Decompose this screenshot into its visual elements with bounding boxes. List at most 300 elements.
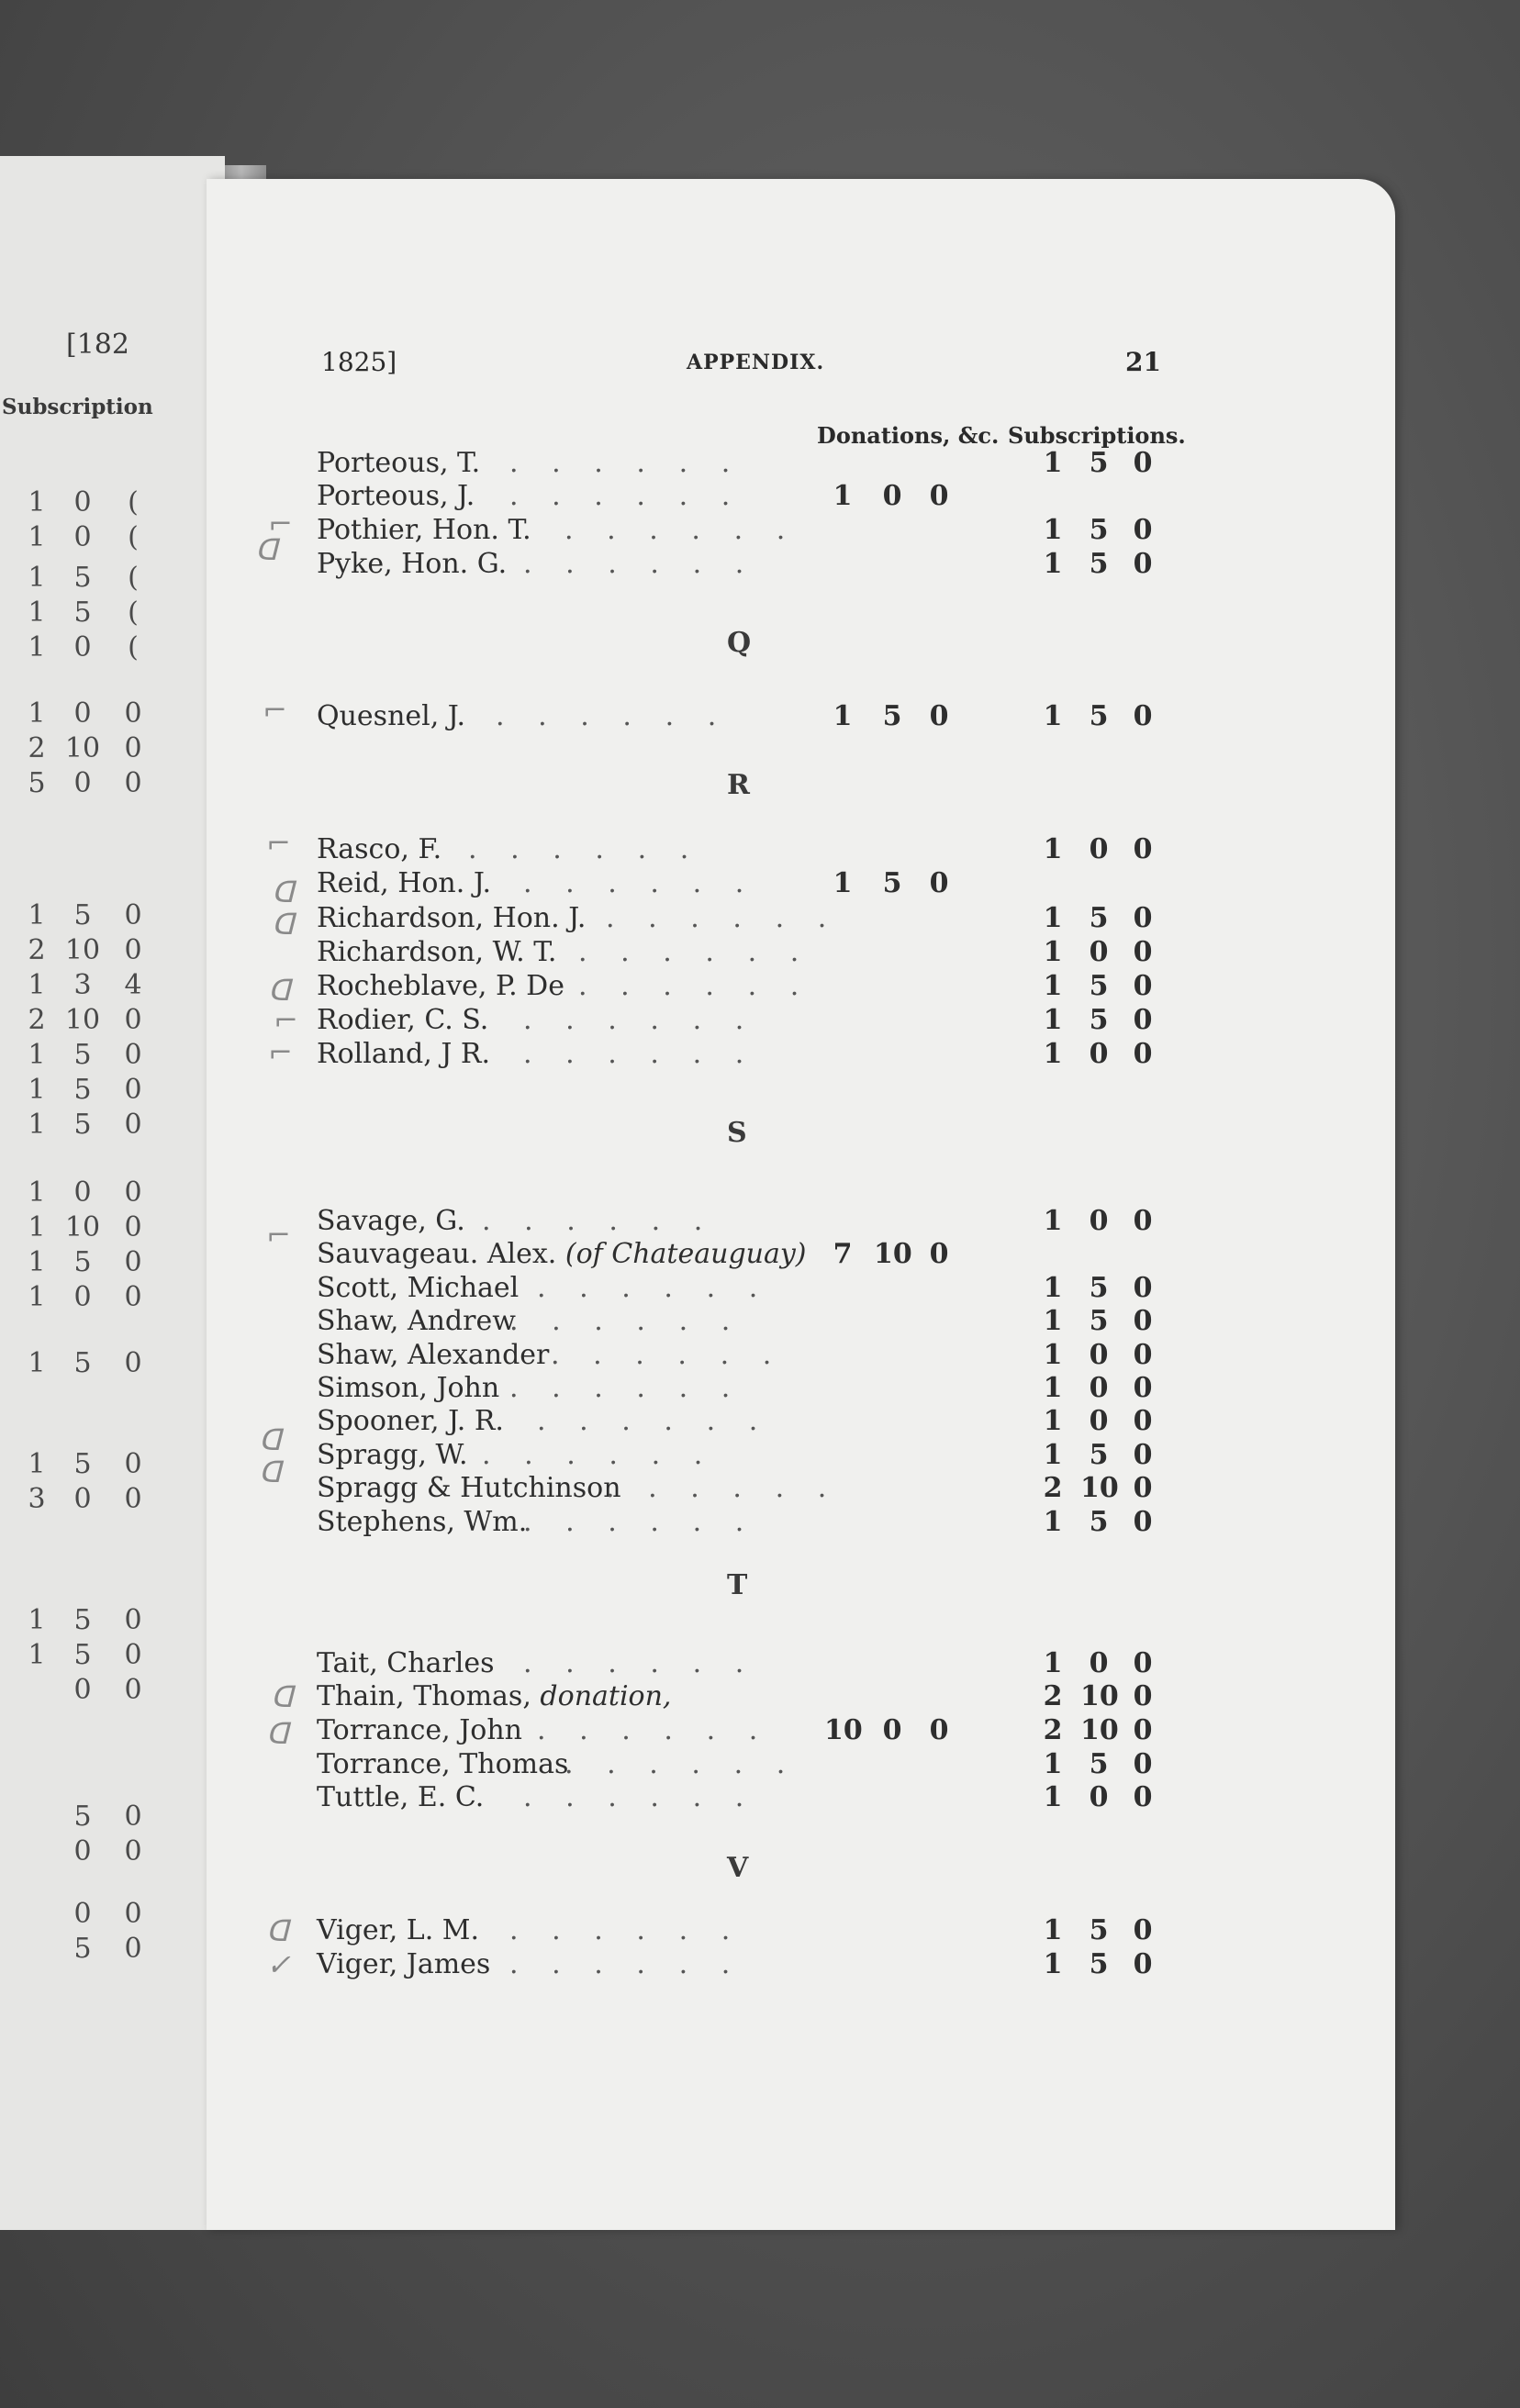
donation-amount: 5: [882, 700, 902, 732]
donation-amount: 0: [882, 1714, 902, 1746]
subscriber-name-text: Tuttle, E. C.: [317, 1781, 485, 1813]
previous-page-amount-row: [0, 1800, 225, 1834]
subscriber-row: [317, 1372, 1161, 1405]
subscriber-name: [317, 1647, 495, 1679]
subscriber-row: [317, 1272, 1161, 1305]
subscriber-row: [317, 1305, 1161, 1338]
previous-page-amount-cell: 1: [28, 486, 46, 518]
subscription-amount: 0: [1089, 1405, 1109, 1437]
previous-page-amount-row: [0, 1109, 225, 1142]
previous-page-amount-cell: 5: [28, 767, 46, 799]
previous-page-amount-row: [0, 969, 225, 1002]
section-letter-q: Q: [727, 627, 752, 659]
subscription-amount: 0: [1089, 1038, 1109, 1070]
previous-page-amount-cell: 0: [124, 1933, 142, 1965]
subscriber-name-text: Shaw, Andrew: [317, 1305, 516, 1337]
leader-dots: . . . . . .: [482, 1205, 705, 1237]
previous-page-amount-row: [0, 899, 225, 932]
previous-page-amount-cell: 0: [73, 1176, 92, 1209]
previous-page-amount-row: [0, 1281, 225, 1314]
previous-page-amount-cell: 1: [28, 1211, 46, 1243]
leader-dots: . . . . . .: [523, 1781, 746, 1813]
subscription-amount: 0: [1089, 1647, 1109, 1679]
previous-page-amount-cell: 0: [124, 1109, 142, 1141]
previous-page-amount-cell: 1: [28, 697, 46, 730]
margin-d-mark: ᗡ: [272, 875, 295, 909]
subscriber-name: [317, 1506, 527, 1538]
subscription-amount: 5: [1089, 902, 1109, 934]
previous-page-amount-cell: 1: [28, 1109, 46, 1141]
donation-amount: 1: [833, 867, 853, 899]
subscription-amount: 0: [1133, 1004, 1153, 1036]
subscriber-name: [317, 1272, 519, 1304]
leader-dots: . . . . . .: [523, 548, 746, 580]
subscriber-row: [317, 1339, 1161, 1372]
subscription-amount: 5: [1089, 970, 1109, 1002]
subscription-amount: 1: [1043, 1439, 1063, 1471]
previous-page-amount-cell: 0: [73, 631, 92, 663]
subscriber-name: [317, 480, 475, 512]
previous-page-amount-cell: 5: [73, 596, 92, 629]
subscription-amount: 1: [1043, 1372, 1063, 1404]
subscription-amount: 0: [1133, 1205, 1153, 1237]
subscriber-name: [317, 1680, 671, 1712]
subscription-amount: 0: [1133, 1914, 1153, 1946]
previous-page-amount-cell: 5: [73, 1448, 92, 1480]
previous-page-amount-cell: (: [128, 521, 139, 553]
subscription-amount: 1: [1043, 1948, 1063, 1980]
subscriber-note: donation,: [540, 1680, 672, 1712]
previous-page-amount-row: [0, 631, 225, 664]
subscriber-name: [317, 970, 564, 1002]
subscription-amount: 5: [1089, 1914, 1109, 1946]
previous-page-amount-cell: 5: [73, 1639, 92, 1671]
subscriber-row: [317, 1914, 1161, 1947]
previous-page-amount-cell: 0: [124, 1448, 142, 1480]
donation-amount: 1: [833, 700, 853, 732]
previous-page-amount-cell: 0: [124, 1004, 142, 1036]
subscriber-name-text: Viger, L. M.: [317, 1914, 480, 1946]
subscriber-name-text: Spragg, W.: [317, 1439, 468, 1471]
subscription-amount: 0: [1133, 1272, 1153, 1304]
subscriber-name-text: Tait, Charles: [317, 1647, 495, 1679]
subscription-amount: 5: [1089, 1004, 1109, 1036]
leader-dots: . . . . . .: [523, 867, 746, 899]
subscriber-name-text: Stephens, Wm.: [317, 1506, 528, 1538]
subscription-amount: 0: [1133, 548, 1153, 580]
previous-page-amount-cell: 5: [73, 1074, 92, 1106]
previous-page-amount-cell: 1: [28, 596, 46, 629]
leader-dots: . . . . . .: [606, 1472, 829, 1504]
subscriber-row: [317, 1948, 1161, 1981]
previous-page-amount-cell: 0: [124, 1211, 142, 1243]
subscriber-name: [317, 902, 586, 934]
subscriber-row: [317, 1748, 1161, 1781]
margin-d-mark: ᗡ: [255, 532, 278, 567]
section-letter-r: R: [727, 769, 750, 801]
subscriber-name: [317, 1439, 468, 1471]
previous-page-amount-row: [0, 1604, 225, 1637]
previous-page-amount-row: [0, 1933, 225, 1966]
leader-dots: . . . . . .: [606, 902, 829, 934]
previous-page-amount-cell: 1: [28, 969, 46, 1001]
subscriber-row: [317, 700, 1161, 733]
previous-page-amount-cell: 1: [28, 1347, 46, 1379]
subscription-amount: 0: [1089, 936, 1109, 968]
subscription-amount: 1: [1043, 1305, 1063, 1337]
subscriber-row: [317, 1506, 1161, 1539]
previous-page-amount-row: [0, 1004, 225, 1037]
subscriber-note: (of Chateauguay): [564, 1238, 807, 1270]
subscription-amount: 0: [1133, 1647, 1153, 1679]
subscription-amount: 1: [1043, 514, 1063, 546]
previous-page-amount-cell: 0: [73, 1835, 92, 1867]
margin-d-mark: ᗡ: [266, 1913, 289, 1948]
subscription-amount: 10: [1080, 1714, 1119, 1746]
previous-page-amount-cell: 1: [28, 1039, 46, 1071]
previous-page-amount-cell: 3: [28, 1483, 46, 1515]
subscriber-row: [317, 970, 1161, 1003]
previous-page-amount-cell: 10: [64, 934, 101, 966]
previous-page-amount-cell: 0: [124, 1639, 142, 1671]
donation-amount: 0: [929, 1238, 949, 1270]
subscriber-name: [317, 447, 480, 479]
subscriber-name: [317, 1339, 549, 1371]
page-title: APPENDIX.: [687, 351, 825, 374]
leader-dots: . . . . . .: [564, 514, 788, 546]
previous-page-amount-row: [0, 562, 225, 595]
section-letter-t: T: [727, 1569, 748, 1601]
subscriber-row: [317, 1205, 1161, 1238]
subscriber-name: [317, 514, 531, 546]
subscription-amount: 1: [1043, 1205, 1063, 1237]
subscription-amount: 1: [1043, 1748, 1063, 1780]
previous-page-amount-row: [0, 596, 225, 630]
subscriber-name-text: Sauvageau. Alex.: [317, 1238, 557, 1270]
subscriber-name: [317, 1914, 479, 1946]
previous-page-amount-cell: 0: [124, 1674, 142, 1706]
leader-dots: . . . . . .: [523, 1647, 746, 1679]
margin-tick-mark: ⌐: [268, 507, 293, 541]
previous-page-amount-cell: 0: [124, 1898, 142, 1930]
leader-dots: . . . . . .: [509, 480, 732, 512]
subscriber-name-text: Richardson, Hon. J.: [317, 902, 587, 934]
previous-page-amount-row: [0, 1448, 225, 1481]
leader-dots: . . . . . .: [523, 1506, 746, 1538]
previous-page-amount-row: [0, 1898, 225, 1931]
leader-dots: . . . . . .: [509, 1305, 732, 1337]
subscriber-row: [317, 1405, 1161, 1438]
subscription-amount: 5: [1089, 548, 1109, 580]
previous-page-amount-cell: 0: [124, 934, 142, 966]
leader-dots: . . . . . .: [509, 1948, 732, 1980]
previous-page-amount-cell: (: [128, 596, 139, 629]
subscriber-row: [317, 548, 1161, 581]
subscriber-row: [317, 936, 1161, 969]
subscriber-name-text: Spooner, J. R.: [317, 1405, 504, 1437]
margin-d-mark: ᗡ: [271, 1679, 294, 1714]
previous-page-amount-cell: 0: [73, 486, 92, 518]
section-letter-s: S: [727, 1117, 747, 1149]
subscription-amount: 2: [1043, 1472, 1063, 1504]
subscription-amount: 1: [1043, 936, 1063, 968]
previous-page-amount-cell: 1: [28, 1639, 46, 1671]
previous-page-amount-cell: 5: [73, 1039, 92, 1071]
subscriber-name-text: Porteous, T.: [317, 447, 481, 479]
previous-page-amount-cell: 5: [73, 1800, 92, 1833]
previous-page-amount-cell: 1: [28, 1074, 46, 1106]
subscription-amount: 5: [1089, 1506, 1109, 1538]
margin-check-mark: ✓: [266, 1947, 291, 1982]
previous-page-amount-cell: (: [128, 562, 139, 594]
subscriber-row: [317, 447, 1161, 480]
subscription-amount: 1: [1043, 1506, 1063, 1538]
subscription-amount: 0: [1133, 1506, 1153, 1538]
subscriber-name: [317, 1405, 504, 1437]
subscriber-name: [317, 1038, 490, 1070]
previous-page-amount-cell: 1: [28, 899, 46, 931]
subscription-amount: 5: [1089, 1305, 1109, 1337]
subscriber-row: [317, 1038, 1161, 1071]
margin-d-mark: ᗡ: [259, 1455, 282, 1489]
subscription-amount: 0: [1089, 1205, 1109, 1237]
subscription-amount: 0: [1133, 1339, 1153, 1371]
subscriber-name-text: Reid, Hon. J.: [317, 867, 492, 899]
previous-page-amount-row: [0, 1639, 225, 1672]
subscriber-row: [317, 902, 1161, 935]
previous-page-amount-cell: 0: [124, 1604, 142, 1636]
subscription-amount: 5: [1089, 447, 1109, 479]
subscriber-name: [317, 936, 556, 968]
subscriber-name: [317, 1748, 568, 1780]
previous-page-amount-cell: 0: [73, 1281, 92, 1313]
previous-page-amount-cell: 5: [73, 1604, 92, 1636]
subscription-amount: 0: [1133, 1680, 1153, 1712]
subscriber-name-text: Torrance, Thomas: [317, 1748, 569, 1780]
previous-page-amount-cell: 2: [28, 732, 46, 764]
leader-dots: . . . . . .: [537, 1405, 760, 1437]
donation-amount: 0: [929, 1714, 949, 1746]
previous-page-amount-cell: (: [128, 631, 139, 663]
subscriber-row: [317, 833, 1161, 866]
subscriber-name: [317, 1781, 484, 1813]
subscription-amount: 0: [1133, 902, 1153, 934]
previous-page-amount-cell: 1: [28, 1246, 46, 1278]
subscription-amount: 0: [1133, 1948, 1153, 1980]
subscriber-name-text: Simson, John: [317, 1372, 500, 1404]
subscription-amount: 1: [1043, 700, 1063, 732]
margin-tick-mark: ⌐: [274, 1003, 298, 1038]
previous-page-amount-row: [0, 486, 225, 519]
donation-amount: 5: [882, 867, 902, 899]
subscriber-name-text: Rodier, C. S.: [317, 1004, 489, 1036]
previous-page-amount-cell: 5: [73, 1933, 92, 1965]
subscriber-name-text: Viger, James: [317, 1948, 491, 1980]
subscription-amount: 2: [1043, 1714, 1063, 1746]
previous-page-amount-row: [0, 1039, 225, 1072]
previous-page-subscriptions-heading: Subscription: [2, 395, 153, 419]
previous-page-amount-cell: 1: [28, 1281, 46, 1313]
donation-amount: 0: [929, 867, 949, 899]
previous-page-amount-row: [0, 934, 225, 967]
subscription-amount: 0: [1133, 1405, 1153, 1437]
subscription-amount: 0: [1133, 1781, 1153, 1813]
previous-page-amount-cell: 1: [28, 1604, 46, 1636]
previous-page-amount-row: [0, 1074, 225, 1107]
donations-column-header: Donations, &c.: [817, 422, 1000, 449]
subscription-amount: 1: [1043, 970, 1063, 1002]
subscriber-name: [317, 1205, 465, 1237]
previous-page-amount-cell: 0: [124, 1281, 142, 1313]
subscription-amount: 0: [1133, 1748, 1153, 1780]
subscription-amount: 0: [1133, 936, 1153, 968]
previous-page-amount-cell: 0: [73, 697, 92, 730]
leader-dots: . . . . . .: [578, 936, 801, 968]
previous-page-amount-cell: 10: [64, 732, 101, 764]
donation-amount: 1: [833, 480, 853, 512]
subscriptions-column-header: Subscriptions.: [1008, 422, 1186, 449]
leader-dots: . . . . . .: [523, 1038, 746, 1070]
previous-page-amount-cell: 3: [73, 969, 92, 1001]
previous-page-amount-row: [0, 1246, 225, 1279]
subscription-amount: 1: [1043, 902, 1063, 934]
previous-page-amount-cell: 0: [124, 1800, 142, 1833]
subscription-amount: 1: [1043, 1781, 1063, 1813]
margin-d-mark: ᗡ: [266, 1716, 289, 1751]
subscriber-name-text: Richardson, W. T.: [317, 936, 557, 968]
subscriber-row: [317, 480, 1161, 513]
subscription-amount: 5: [1089, 514, 1109, 546]
donation-amount: 0: [882, 480, 902, 512]
previous-page-amount-cell: 10: [64, 1004, 101, 1036]
subscription-amount: 0: [1089, 1781, 1109, 1813]
subscriber-name: [317, 1238, 807, 1270]
donation-amount: 10: [874, 1238, 912, 1270]
previous-page-amount-row: [0, 1347, 225, 1380]
subscriber-name-text: Savage, G.: [317, 1205, 465, 1237]
previous-page-amount-row: [0, 1211, 225, 1244]
subscription-amount: 0: [1133, 514, 1153, 546]
subscriber-name-text: Scott, Michael: [317, 1272, 520, 1304]
subscriber-name: [317, 1305, 516, 1337]
previous-page-amount-cell: 0: [124, 697, 142, 730]
subscriber-name: [317, 833, 441, 865]
previous-page-amount-row: [0, 521, 225, 554]
subscriber-row: [317, 1439, 1161, 1472]
previous-page-amount-row: [0, 1674, 225, 1707]
subscriber-name-text: Thain, Thomas,: [317, 1680, 531, 1712]
subscription-amount: 1: [1043, 447, 1063, 479]
donation-amount: 10: [824, 1714, 863, 1746]
previous-page-amount-cell: 10: [64, 1211, 101, 1243]
subscription-amount: 0: [1133, 833, 1153, 865]
subscriber-row: [317, 1680, 1161, 1713]
previous-page-amount-cell: 4: [124, 969, 142, 1001]
subscription-amount: 10: [1080, 1472, 1119, 1504]
subscriber-name-text: Rocheblave, P. De: [317, 970, 564, 1002]
previous-page-amount-cell: 0: [124, 767, 142, 799]
subscriber-name: [317, 1372, 499, 1404]
previous-page-amount-cell: 0: [124, 1039, 142, 1071]
subscription-amount: 5: [1089, 1439, 1109, 1471]
previous-page-amount-cell: 0: [124, 1835, 142, 1867]
leader-dots: . . . . . .: [578, 970, 801, 1002]
margin-d-mark: ᗡ: [272, 907, 295, 942]
subscriber-row: [317, 1781, 1161, 1814]
subscription-amount: 0: [1133, 1439, 1153, 1471]
subscription-amount: 0: [1089, 1372, 1109, 1404]
previous-page-amount-cell: 0: [124, 899, 142, 931]
subscriber-name-text: Torrance, John: [317, 1714, 522, 1746]
subscription-amount: 1: [1043, 1914, 1063, 1946]
subscriber-name: [317, 867, 491, 899]
subscription-amount: 2: [1043, 1680, 1063, 1712]
subscriber-row: [317, 1714, 1161, 1747]
previous-page-amount-cell: (: [128, 486, 139, 518]
subscriber-row: [317, 1647, 1161, 1680]
subscription-amount: 1: [1043, 1272, 1063, 1304]
previous-page-amount-cell: 0: [73, 1483, 92, 1515]
subscription-amount: 0: [1089, 1339, 1109, 1371]
subscriber-name-text: Pothier, Hon. T.: [317, 514, 531, 546]
previous-page-amount-row: [0, 1835, 225, 1868]
subscription-amount: 5: [1089, 700, 1109, 732]
previous-page-amount-cell: 1: [28, 562, 46, 594]
subscriber-name-text: Pyke, Hon. G.: [317, 548, 508, 580]
previous-page-amount-cell: 0: [124, 1246, 142, 1278]
margin-tick-mark: ⌐: [268, 1035, 293, 1070]
margin-tick-mark: ⌐: [266, 826, 291, 861]
previous-page-amount-row: [0, 732, 225, 765]
leader-dots: . . . . . .: [551, 1339, 774, 1371]
previous-page-amount-cell: 1: [28, 1448, 46, 1480]
subscription-amount: 5: [1089, 1272, 1109, 1304]
previous-page-amount-cell: 0: [73, 767, 92, 799]
subscription-amount: 0: [1133, 970, 1153, 1002]
previous-page-amount-row: [0, 767, 225, 800]
subscriber-name-text: Quesnel, J.: [317, 700, 466, 732]
leader-dots: . . . . . .: [468, 833, 691, 865]
subscription-amount: 1: [1043, 1004, 1063, 1036]
margin-tick-mark: ⌐: [266, 1218, 291, 1253]
subscription-amount: 0: [1133, 1038, 1153, 1070]
subscription-amount: 10: [1080, 1680, 1119, 1712]
subscription-amount: 0: [1133, 1305, 1153, 1337]
previous-page-amount-cell: 1: [28, 631, 46, 663]
subscription-amount: 1: [1043, 1339, 1063, 1371]
leader-dots: . . . . . .: [496, 700, 719, 732]
leader-dots: . . . . . .: [523, 1004, 746, 1036]
previous-page-amount-cell: 0: [124, 1074, 142, 1106]
previous-page-amount-cell: 5: [73, 899, 92, 931]
subscriber-name: [317, 1004, 488, 1036]
leader-dots: . . . . . .: [564, 1748, 788, 1780]
subscriber-row: [317, 1004, 1161, 1037]
subscription-amount: 1: [1043, 548, 1063, 580]
subscriber-name: [317, 1472, 621, 1504]
previous-page-amount-cell: 5: [73, 1109, 92, 1141]
subscription-amount: 0: [1133, 1372, 1153, 1404]
previous-page-amount-row: [0, 1483, 225, 1516]
previous-page-amount-cell: 5: [73, 1246, 92, 1278]
subscription-amount: 1: [1043, 833, 1063, 865]
leader-dots: . . . . . .: [509, 1372, 732, 1404]
margin-d-mark: ᗡ: [259, 1422, 282, 1457]
previous-page-header: [182: [66, 329, 129, 361]
donation-amount: 7: [833, 1238, 853, 1270]
section-letter-v: V: [727, 1852, 749, 1884]
previous-page-amount-cell: 1: [28, 1176, 46, 1209]
